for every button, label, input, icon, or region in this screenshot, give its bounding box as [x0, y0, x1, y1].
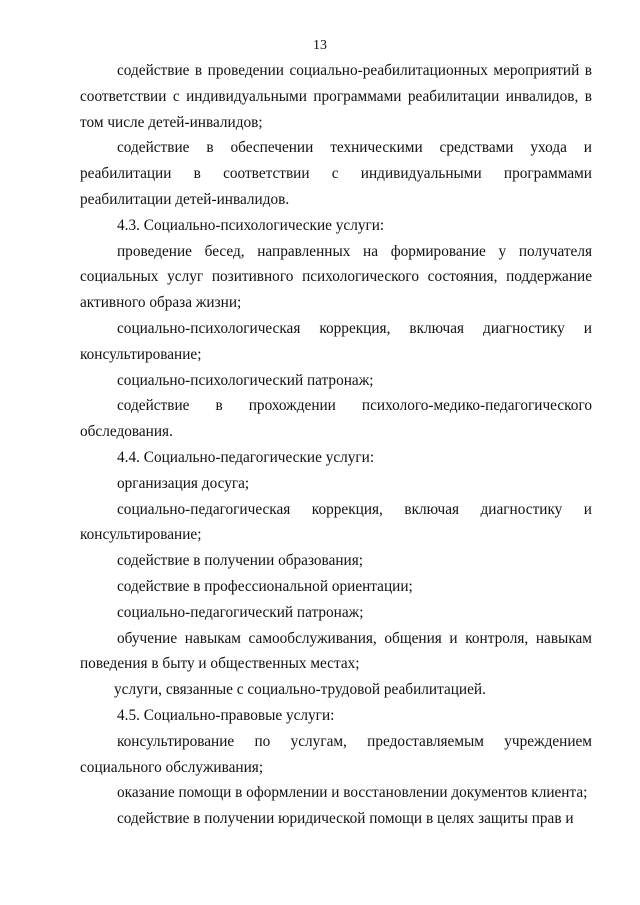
paragraph: оказание помощи в оформлении и восстановлении документов клиента;: [117, 784, 588, 802]
paragraph: содействие в получении юридической помощи в целях защиты прав и: [117, 810, 574, 828]
paragraph: социально-психологический патронаж;: [117, 371, 374, 389]
section-heading: 4.3. Социально-психологические услуги:: [117, 216, 385, 234]
paragraph: содействие в прохождении психолого-медико-педагогического обследования.: [80, 397, 592, 441]
paragraph: социально-психологическая коррекция, включая диагностику и консультирование;: [80, 319, 592, 363]
section-heading: 4.5. Социально-правовые услуги:: [117, 706, 335, 724]
paragraph: содействие в обеспечении техническими средствами ухода и реабилитации в соответствии с индивидуальными программами реабилитации детей-инвалидов.: [80, 139, 592, 208]
paragraph: содействие в получении образования;: [117, 552, 364, 570]
paragraph: содействие в профессиональной ориентации;: [117, 577, 413, 595]
page-number: 13: [313, 38, 327, 53]
paragraph: обучение навыкам самообслуживания, общения и контроля, навыкам поведения в быту и общественных местах;: [80, 629, 592, 673]
paragraph: услуги, связанные с социально-трудовой реабилитацией.: [114, 681, 486, 699]
section-heading: 4.4. Социально-педагогические услуги:: [117, 448, 375, 466]
paragraph: социально-педагогический патронаж;: [117, 603, 364, 621]
document-body: [80, 58, 592, 832]
paragraph: содействие в проведении социально-реабилитационных мероприятий в соответствии с индивидуальными программами реабилитации инвалидов, в том числе детей-инвалидов;: [80, 62, 592, 131]
paragraph: социально-педагогическая коррекция, включая диагностику и консультирование;: [80, 500, 592, 544]
paragraph: организация досуга;: [117, 474, 250, 492]
paragraph: проведение бесед, направленных на формирование у получателя социальных услуг позитивного психологического состояния, поддержание активного образа жизни;: [80, 242, 592, 312]
paragraph: консультирование по услугам, предоставляемым учреждением социального обслуживания;: [80, 732, 592, 776]
